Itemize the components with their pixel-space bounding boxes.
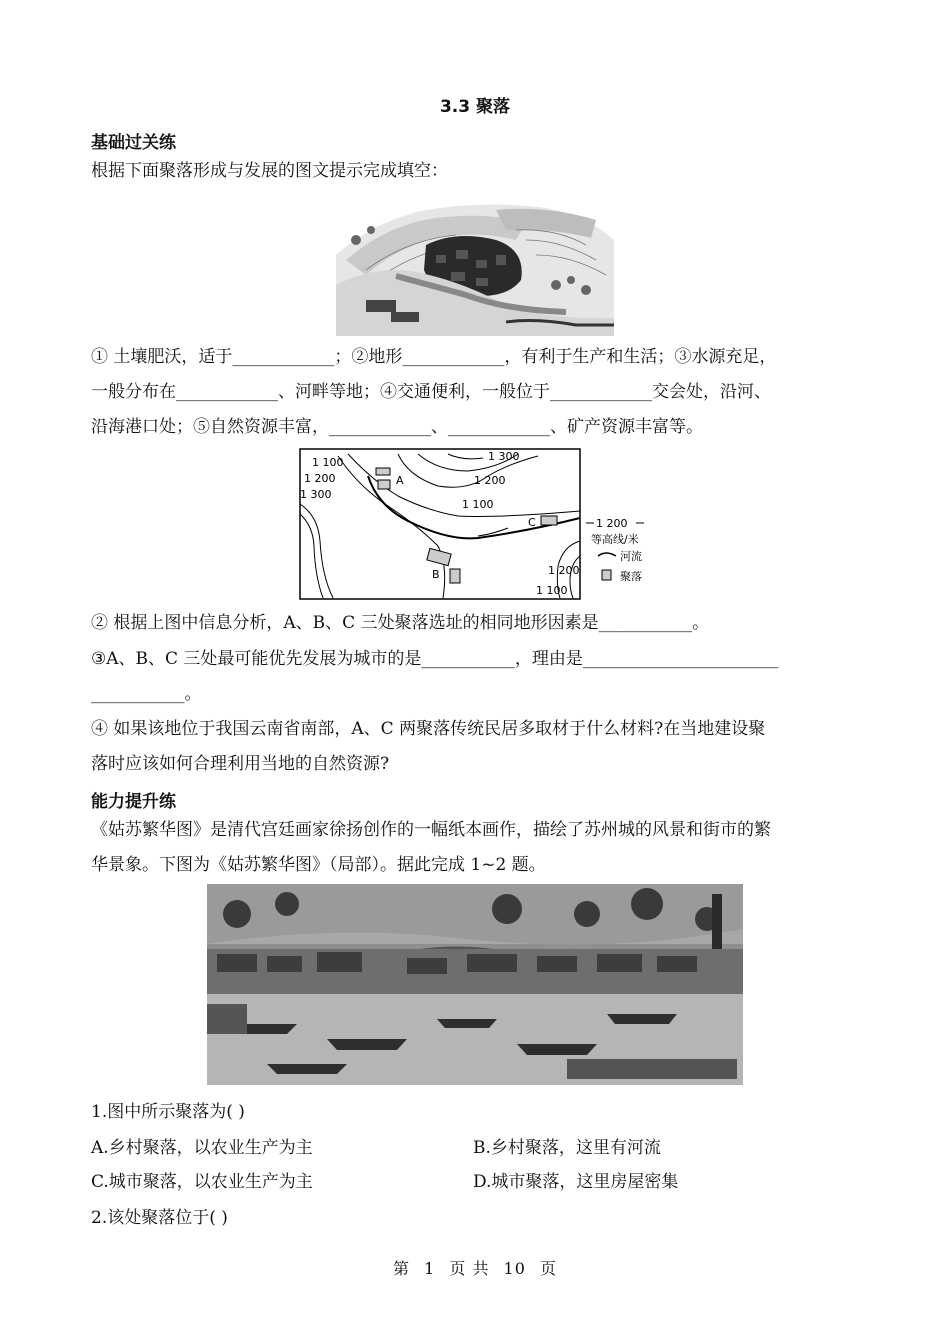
question-line: ④ 如果该地位于我国云南省南部，A、C 两聚落传统民居多取材于什么材料?在当地建设聚 [91, 719, 766, 739]
contour-label: 1 200 [474, 474, 506, 487]
intro-painting-text [91, 813, 871, 883]
question-line: ② 根据上图中信息分析，A、B、C 三处聚落选址的相同地形因素是___________。 [91, 613, 710, 633]
footer-total-pages: 10 [503, 1259, 526, 1278]
map-legend [586, 517, 644, 583]
footer-mid: 页 共 [449, 1259, 490, 1278]
contour-label: 1 300 [488, 450, 520, 463]
question-line: 落时应该如何合理利用当地的自然资源? [91, 754, 390, 774]
question-line: ___________。 [91, 684, 202, 704]
question-2-text [91, 606, 871, 641]
legend-contour-label: 等高线/米 [591, 533, 639, 546]
option-d[interactable]: D.城市聚落，这里房屋密集 [473, 1172, 679, 1192]
page-footer [0, 1256, 950, 1279]
intro-text [91, 154, 871, 189]
legend-settlement-label: 聚落 [620, 570, 642, 583]
settlement-legend-icon [602, 570, 611, 580]
legend-contour-sample: 1 200 [596, 517, 628, 530]
intro-line: 《姑苏繁华图》是清代宫廷画家徐扬创作的一幅纸本画作，描绘了苏州城的风景和街市的繁 [91, 820, 771, 840]
contour-label: 1 200 [548, 564, 580, 577]
question-4-text [91, 712, 871, 782]
settlement-landscape-illustration [336, 200, 614, 336]
page-title: 3.3 聚落 [439, 97, 511, 117]
option-c[interactable]: C.城市聚落，以农业生产为主 [91, 1172, 313, 1192]
point-label-c: C [528, 516, 536, 529]
point-label-a: A [396, 474, 404, 487]
section-heading-advanced: 能力提升练 [91, 792, 176, 812]
contour-label: 1 100 [536, 584, 568, 597]
option-b[interactable]: B.乡村聚落，这里有河流 [473, 1138, 661, 1158]
river-legend-icon [598, 553, 616, 556]
question-stem: 1.图中所示聚落为( ) [91, 1102, 245, 1122]
question-line: ③A、B、C 三处最可能优先发展为城市的是___________，理由是_______________________ [91, 649, 779, 669]
fill-in-paragraph [91, 340, 871, 445]
contour-label: 1 300 [300, 488, 332, 501]
contour-label: 1 200 [304, 472, 336, 485]
contour-label: 1 100 [312, 456, 344, 469]
gusu-painting-image [207, 884, 743, 1085]
footer-suffix: 页 [540, 1259, 558, 1278]
section-heading-basic: 基础过关练 [91, 133, 176, 153]
intro-line: 华景象。下图为《姑苏繁华图》（局部）。据此完成 1~2 题。 [91, 855, 546, 875]
question-3-text [91, 642, 871, 712]
fill-line: 一般分布在____________、河畔等地；④交通便利，一般位于____________交会处，沿河、 [91, 382, 771, 402]
contour-map [298, 446, 658, 604]
fill-line: ① 土壤肥沃，适于____________；②地形____________，有利于生产和生活；③水源充足， [91, 347, 777, 367]
question-stem: 2.该处聚落位于( ) [91, 1208, 228, 1228]
option-a[interactable]: A.乡村聚落，以农业生产为主 [91, 1138, 313, 1158]
intro-line: 根据下面聚落形成与发展的图文提示完成填空： [91, 161, 448, 181]
legend-river-label: 河流 [620, 550, 642, 563]
footer-prefix: 第 [392, 1259, 410, 1278]
point-label-b: B [432, 568, 440, 581]
footer-page-number: 1 [424, 1259, 436, 1278]
contour-label: 1 100 [462, 498, 494, 511]
fill-line: 沿海港口处；⑤自然资源丰富，____________、____________、矿产资源丰富等。 [91, 417, 703, 437]
